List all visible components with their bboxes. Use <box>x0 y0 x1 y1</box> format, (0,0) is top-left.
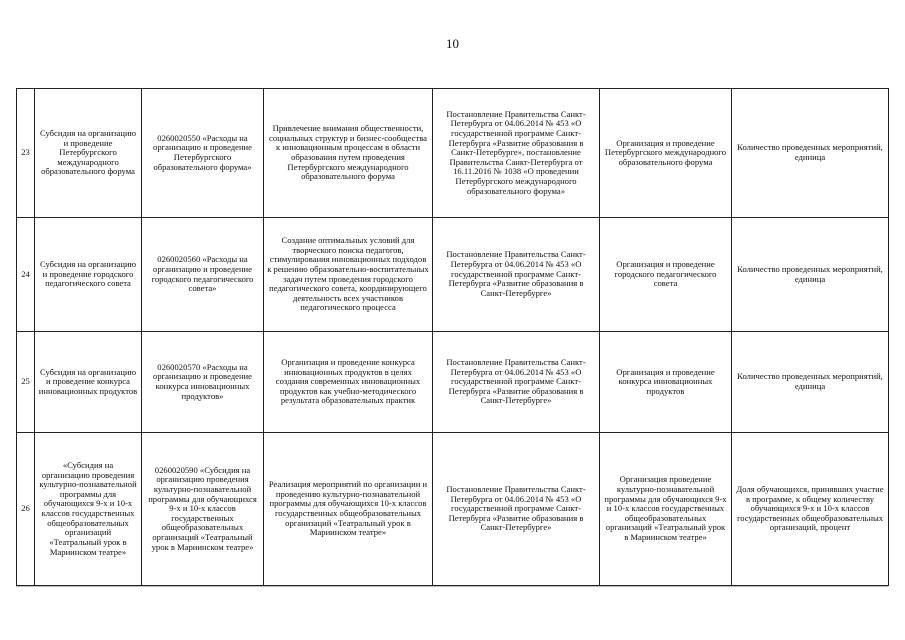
indicator-cell: Количество проведенных мероприятий, единица <box>732 89 889 218</box>
table-row <box>17 89 889 218</box>
budget-code-cell: 0260020550 «Расходы на организацию и проведение Петербургского образовательного форума» <box>142 89 264 218</box>
page-number: 10 <box>446 36 459 51</box>
budget-code-cell: 0260020570 «Расходы на организацию и проведение конкурса инновационных продуктов» <box>142 332 264 433</box>
result-cell: Организация и проведение Петербургского международного образовательного форума <box>600 89 732 218</box>
row-number: 25 <box>17 332 35 433</box>
table-row <box>17 218 889 332</box>
legal-basis-cell: Постановление Правительства Санкт-Петербурга от 04.06.2014 № 453 «О государственной программе Санкт-Петербурга «Развитие образования в Санкт-Петербурге» <box>433 433 600 586</box>
legal-basis-cell: Постановление Правительства Санкт-Петербурга от 04.06.2014 № 453 «О государственной программе Санкт-Петербурга «Развитие образования в Санкт-Петербурге» <box>433 332 600 433</box>
indicator-cell: Доля обучающихся, принявших участие в программе, к общему количеству обучающихся 9-х и 10-х классов государственных общеобразовательных организаций, процент <box>732 433 889 586</box>
goal-cell: Реализация мероприятий по организации и проведению культурно-познавательной программы для обучающихся 10-х классов государственных общеобразовательных организаций «Театральный урок в Мариинском театре» <box>264 433 433 586</box>
subsidy-name-cell: Субсидия на организацию и проведение конкурса инновационных продуктов <box>35 332 142 433</box>
legal-basis-cell: Постановление Правительства Санкт-Петербурга от 04.06.2014 № 453 «О государственной программе Санкт-Петербурга «Развитие образования в Санкт-Петербурге» <box>433 218 600 332</box>
budget-code-cell: 0260020560 «Расходы на организацию и проведение городского педагогического совета» <box>142 218 264 332</box>
result-cell: Организация и проведение городского педагогического совета <box>600 218 732 332</box>
row-number: 24 <box>17 218 35 332</box>
goal-cell: Создание оптимальных условий для творческого поиска педагогов, стимулирования инновационных подходов к решению образовательно-воспитательных задач путем проведения городского педагогического совета, координирующего деятельность всех участников педагогического процесса <box>264 218 433 332</box>
row-number: 23 <box>17 89 35 218</box>
result-cell: Организация и проведение конкурса инновационных продуктов <box>600 332 732 433</box>
subsidy-table <box>16 88 889 586</box>
result-cell: Организация проведение культурно-познавательной программы для обучающихся 9-х и 10-х классов государственных общеобразовательных организаций «Театральный урок в Мариинском театре» <box>600 433 732 586</box>
indicator-cell: Количество проведенных мероприятий, единица <box>732 332 889 433</box>
row-number: 26 <box>17 433 35 586</box>
indicator-cell: Количество проведенных мероприятий, единица <box>732 218 889 332</box>
budget-code-cell: 0260020590 «Субсидия на организацию проведения культурно-познавательной программы для обучающихся 9-х и 10-х классов государственных общеобразовательных организаций «Театральный урок в Мариинском театре» <box>142 433 264 586</box>
subsidy-name-cell: Субсидия на организацию и проведение Петербургского международного образовательного форума <box>35 89 142 218</box>
subsidy-name-cell: «Субсидия на организацию проведения культурно-познавательной программы для обучающихся 9-х и 10-х классов государственных общеобразовательных организаций «Театральный урок в Мариинском театре» <box>35 433 142 586</box>
goal-cell: Привлечение внимания общественности, социальных структур и бизнес-сообщества к инновационным процессам в области образования путем проведения Петербургского международного образовательного форума <box>264 89 433 218</box>
table-row <box>17 433 889 586</box>
legal-basis-cell: Постановление Правительства Санкт-Петербурга от 04.06.2014 № 453 «О государственной программе Санкт-Петербурга «Развитие образования в Санкт-Петербурге», постановление Правительства Санкт-Петербурга от 16.11.2016 № 1038 «О проведении Петербургского международного образовательного форума» <box>433 89 600 218</box>
subsidy-name-cell: Субсидия на организацию и проведение городского педагогического совета <box>35 218 142 332</box>
goal-cell: Организация и проведение конкурса инновационных продуктов в целях создания современных инновационных продуктов как учебно-методического результата образовательных практик <box>264 332 433 433</box>
table-row <box>17 332 889 433</box>
page-bottom-rule <box>16 586 888 587</box>
